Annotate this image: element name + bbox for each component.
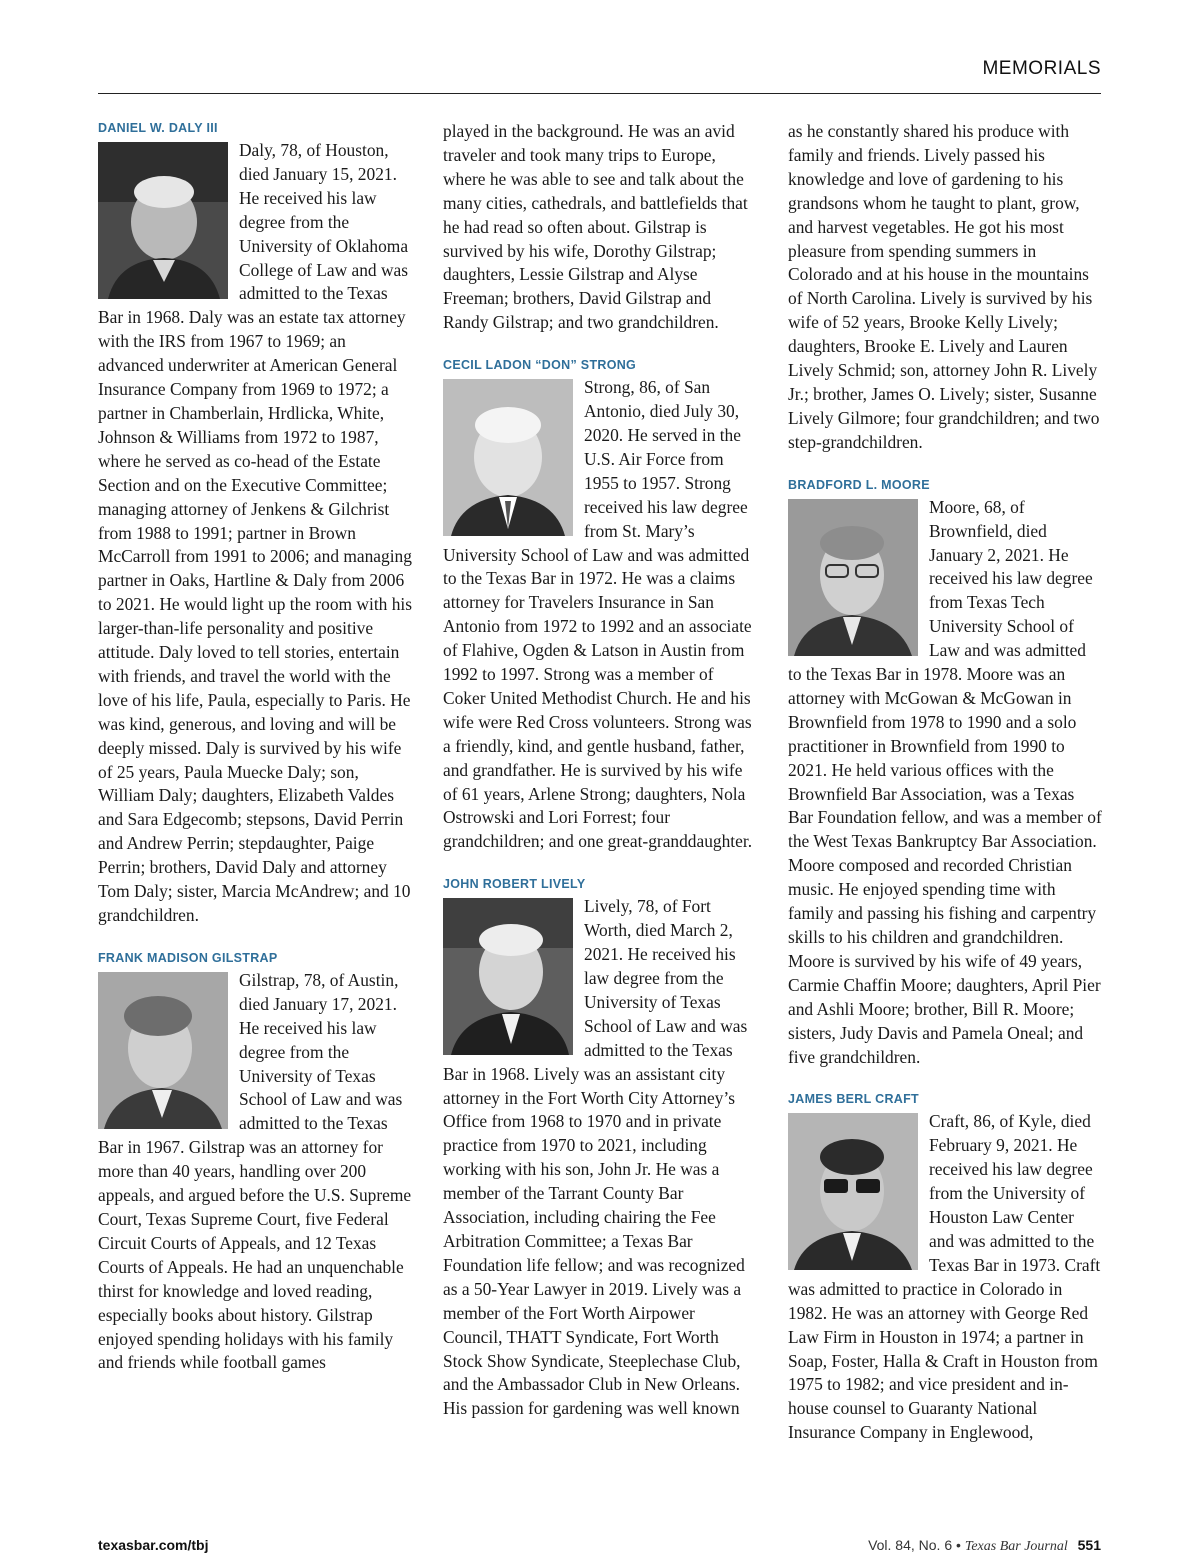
memorial-name-gilstrap: FRANK MADISON GILSTRAP bbox=[98, 950, 278, 965]
memorial-name-craft: JAMES BERL CRAFT bbox=[788, 1092, 919, 1107]
memorial-text-lively-continued: as he constantly shared his produce with family and friends. Lively passed his knowledge and love of gardening to his grandsons whom he taught to plant, grow, and harvest vegetables. He got his most pleasure from spending summers in Colorado and at his house in the mountains of North Carolina. Lively is survived by his wife of 52 years, Brooke Kelly Lively; daughters, Brooke E. Lively and Lauren Lively Schmid; son, attorney John R. Lively Jr.; brother, James O. Lively; sister, Susanne Lively Gilmore; four grandchildren; and two step-grandchildren. bbox=[788, 121, 1100, 452]
portrait-moore bbox=[788, 499, 918, 656]
portrait-daly bbox=[98, 142, 228, 299]
footer-journal: Texas Bar Journal bbox=[964, 1539, 1068, 1554]
footer-bullet: • bbox=[956, 1537, 961, 1553]
memorial-text-craft: Craft, 86, of Kyle, died February 9, 2021. He received his law degree from the University of Houston Law Center and was admitted to the Texas Bar in 1973. Craft was admitted to practice in Colorado in 1982. He was an attorney with George Red Law Firm in Houston in 1974; a partner in Soap, Foster, Halla & Craft in Houston from 1975 to 1982; and vice president and in-house counsel to Guaranty National Insurance Company in Englewood, bbox=[788, 1111, 1101, 1443]
memorial-text-daly: Daly, 78, of Houston, died January 15, 2021. He received his law degree from the University of Oklahoma College of Law and was admitted to the Texas Bar in 1968. Daly was an estate tax attorney with the IRS from 1967 to 1969; an advanced underwriter at American General Insurance Company from 1969 to 1972; a partner in Chamberlain, Hrdlicka, White, Johnson & Williams from 1972 to 1987, where he served as co-head of the Estate Section and on the Executive Committee; managing attorney of Jenkens & Gilchrist from 1988 to 1991; partner in Brown McCarroll from 1991 to 2006; and managing partner in Oaks, Hartline & Daly from 2006 to 2021. He would light up the room with his larger-than-life personality and positive attitude. Daly loved to tell stories, entertain with friends, and travel the world with the love of his life, Paula, especially to Paris. He was kind, generous, and loving and will be deeply missed. Daly is survived by his wife of 25 years, Paula Muecke Daly; son, William Daly; daughters, Elizabeth Valdes and Sara Edgecomb; stepsons, David Perrin and Andrew Perrin; stepdaughter, Paige Perrin; brothers, David Daly and attorney Tom Daly; sister, Marcia McAndrew; and 10 grandchildren. bbox=[98, 140, 412, 925]
column-3 bbox=[788, 120, 1102, 1445]
column-1 bbox=[98, 120, 412, 1375]
page-number: 551 bbox=[1077, 1537, 1101, 1553]
memorial-name-moore: BRADFORD L. MOORE bbox=[788, 477, 930, 492]
memorial-text-gilstrap-continued: played in the background. He was an avid traveler and took many trips to Europe, where he was able to see and talk about the many cities, cathedrals, and battlefields that he had read so often about. Gilstrap is survived by his wife, Dorothy Gilstrap; daughters, Lessie Gilstrap and Alyse Freeman; brothers, David Gilstrap and Randy Gilstrap; and two grandchildren. bbox=[443, 121, 748, 333]
memorial-name-daly: DANIEL W. DALY III bbox=[98, 121, 218, 135]
portrait-strong bbox=[443, 379, 573, 536]
portrait-gilstrap bbox=[98, 972, 228, 1129]
memorial-text-moore: Moore, 68, of Brownfield, died January 2, 2021. He received his law degree from Texas Tech University School of Law and was admitted to the Texas Bar in 1978. Moore was an attorney with McGowan & McGowan in Brownfield from 1978 to 1990 and a solo practitioner in Brownfield from 1990 to 2021. He held various offices with the Brownfield Bar Association, was a Texas Bar Foundation fellow, and was a member of the West Texas Bankruptcy Bar Association. Moore composed and recorded Christian music. He enjoyed spending time with family and passing his fishing and carpentry skills to his children and grandchildren. Moore is survived by his wife of 49 years, Carmie Chaffin Moore; daughters, April Pier and Ashli Moore; brother, Bill R. Moore; sisters, Judy Davis and Pamela Oneal; and five grandchildren. bbox=[788, 496, 1102, 1067]
section-title: MEMORIALS bbox=[982, 58, 1101, 79]
portrait-lively bbox=[443, 898, 573, 1055]
memorial-text-lively: Lively, 78, of Fort Worth, died March 2, 2021. He received his law degree from the University of Texas School of Law and was admitted to the Texas Bar in 1968. Lively was an assistant city attorney in the Fort Worth City Attorney’s Office from 1968 to 1970 and in private practice from 1970 to 2021, including working with his son, John Jr. He was a member of the Tarrant County Bar Association, including chairing the Fee Arbitration Committee; a Texas Bar Foundation life fellow; and was recognized as a 50-Year Lawyer in 2019. Lively was a member of the Fort Worth Airpower Council, THATT Syndicate, Fort Worth Stock Show Syndicate, Steeplechase Club, and the Ambassador Club in New Orleans. His passion for gardening was well known bbox=[443, 896, 748, 1419]
memorial-text-gilstrap: Gilstrap, 78, of Austin, died January 17, 2021. He received his law degree from the University of Texas School of Law and was admitted to the Texas Bar in 1967. Gilstrap was an attorney for more than 40 years, handling over 200 appeals, and argued before the U.S. Supreme Court, Texas Supreme Court, five Federal Circuit Courts of Appeals, and 12 Texas Courts of Appeals. He had an unquenchable thirst for knowledge and loved reading, especially books about history. Gilstrap enjoyed spending holidays with his family and friends while football games bbox=[98, 969, 412, 1373]
footer-issue bbox=[868, 1537, 1101, 1555]
column-2 bbox=[443, 120, 757, 1421]
memorial-name-strong: CECIL LADON “DON” STRONG bbox=[443, 358, 637, 373]
header-rule bbox=[98, 93, 1101, 94]
memorial-name-lively: JOHN ROBERT LIVELY bbox=[443, 877, 586, 892]
memorial-text-strong: Strong, 86, of San Antonio, died July 30, 2020. He served in the U.S. Air Force from 1955 to 1957. Strong received his law degree from St. Mary’s University School of Law and was admitted to the Texas Bar in 1972. He was a claims attorney for Travelers Insurance in San Antonio from 1972 to 1992 and an associate of Flahive, Ogden & Latson in Austin from 1992 to 1997. Strong was a member of Coker United Methodist Church. He and his wife were Red Cross volunteers. Strong was a friendly, kind, and gentle husband, father, and grandfather. He is survived by his wife of 61 years, Arlene Strong; daughters, Nola Ostrowski and Lori Forrest; four grandchildren; and one great-granddaughter. bbox=[443, 377, 753, 852]
footer-website: texasbar.com/tbj bbox=[98, 1537, 209, 1553]
portrait-craft bbox=[788, 1113, 918, 1270]
footer-volume: Vol. 84, No. 6 bbox=[868, 1537, 953, 1553]
